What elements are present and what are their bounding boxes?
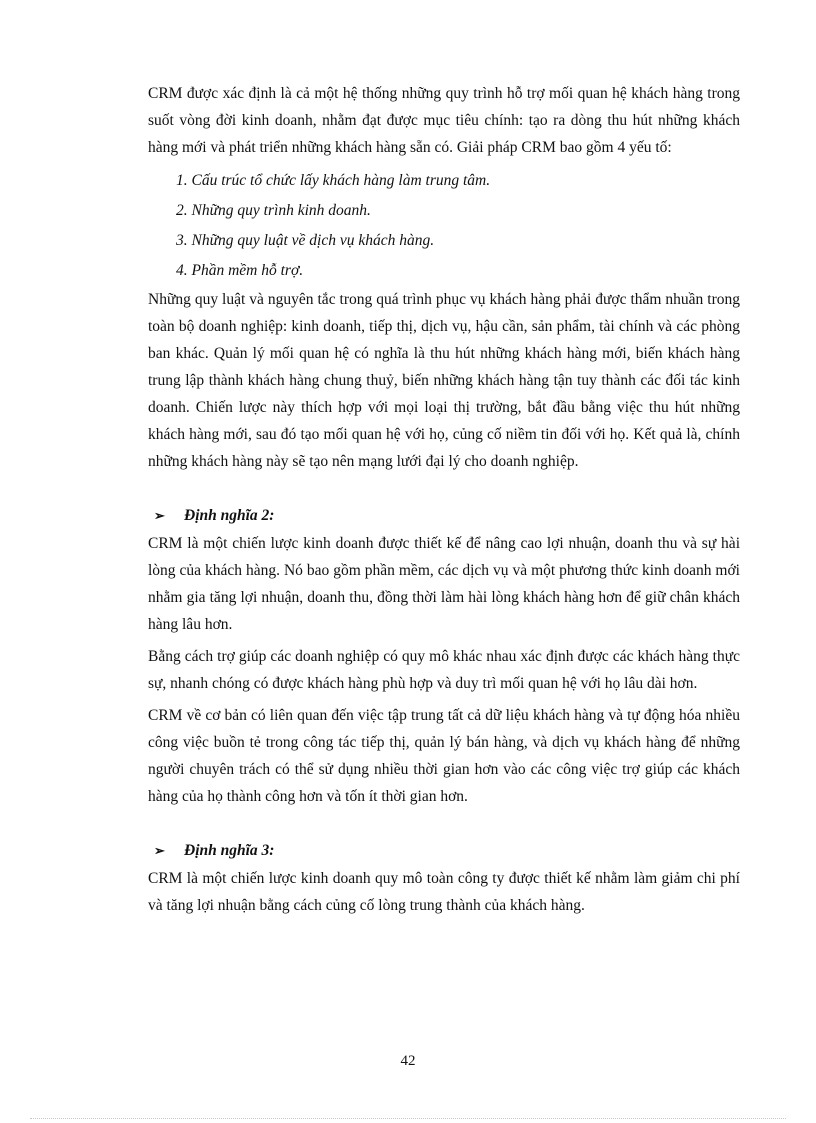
definition-3-paragraph-1: CRM là một chiến lược kinh doanh quy mô toàn công ty được thiết kế nhằm làm giảm chi phí và tăng lợi nhuận bằng cách củng cố lòng trung thành của khách hàng. <box>148 870 740 914</box>
list-item: 1. Cấu trúc tổ chức lấy khách hàng làm trung tâm. <box>176 172 491 189</box>
factor-list <box>148 166 740 286</box>
document-body <box>148 80 740 924</box>
page-border-line <box>30 1118 786 1119</box>
list-item: 3. Những quy luật về dịch vụ khách hàng. <box>176 232 435 249</box>
list-item: 2. Những quy trình kinh doanh. <box>176 202 371 219</box>
list-item: 4. Phần mềm hỗ trợ. <box>176 262 304 279</box>
definition-2-paragraph-3: CRM về cơ bản có liên quan đến việc tập trung tất cả dữ liệu khách hàng và tự động hóa nhiều công việc buồn tẻ trong công tác tiếp thị, quản lý bán hàng, và dịch vụ khách hàng để những người chuyên trách có thể sử dụng nhiều thời gian hơn vào các công việc trợ giúp các khách hàng của họ thành công hơn và tốn ít thời gian hơn. <box>148 707 740 805</box>
arrow-bullet-icon: ➢ <box>154 843 165 858</box>
heading-label: Định nghĩa 2: <box>184 507 275 524</box>
page-number: 42 <box>400 1053 416 1069</box>
definition-2-paragraph-2: Bằng cách trợ giúp các doanh nghiệp có quy mô khác nhau xác định được các khách hàng thực sự, nhanh chóng có được khách hàng phù hợp và duy trì mối quan hệ với họ lâu dài hơn. <box>148 648 740 692</box>
heading-label: Định nghĩa 3: <box>184 842 275 859</box>
intro-paragraph: CRM được xác định là cả một hệ thống những quy trình hỗ trợ mối quan hệ khách hàng trong suốt vòng đời kinh doanh, nhằm đạt được mục tiêu chính: tạo ra dòng thu hút những khách hàng mới và phát triển những khách hàng sẵn có. Giải pháp CRM bao gồm 4 yếu tố: <box>148 85 740 156</box>
definition-2-paragraph-1: CRM là một chiến lược kinh doanh được thiết kế để nâng cao lợi nhuận, doanh thu và sự hài lòng của khách hàng. Nó bao gồm phần mềm, các dịch vụ và một phương thức kinh doanh mới nhằm gia tăng lợi nhuận, doanh thu, đồng thời làm hài lòng khách hàng hơn để giữ chân khách hàng lâu hơn. <box>148 535 740 633</box>
principles-paragraph: Những quy luật và nguyên tắc trong quá trình phục vụ khách hàng phải được thẩm nhuần trong toàn bộ doanh nghiệp: kinh doanh, tiếp thị, dịch vụ, hậu cần, sản phẩm, tài chính và các phòng ban khác. Quản lý mối quan hệ có nghĩa là thu hút những khách hàng mới, biến khách hàng trung lập thành khách hàng chung thuỷ, biến những khách hàng tận tuy thành các đối tác kinh doanh. Chiến lược này thích hợp với mọi loại thị trường, bắt đầu bằng việc thu hút những khách hàng mới, sau đó tạo mối quan hệ với họ, củng cố niềm tin đối với họ. Kết quả là, chính những khách hàng này sẽ tạo nên mạng lưới đại lý cho doanh nghiệp. <box>148 291 740 470</box>
definition-2-heading <box>154 502 740 530</box>
definition-3-heading <box>154 837 740 865</box>
arrow-bullet-icon: ➢ <box>154 508 165 523</box>
